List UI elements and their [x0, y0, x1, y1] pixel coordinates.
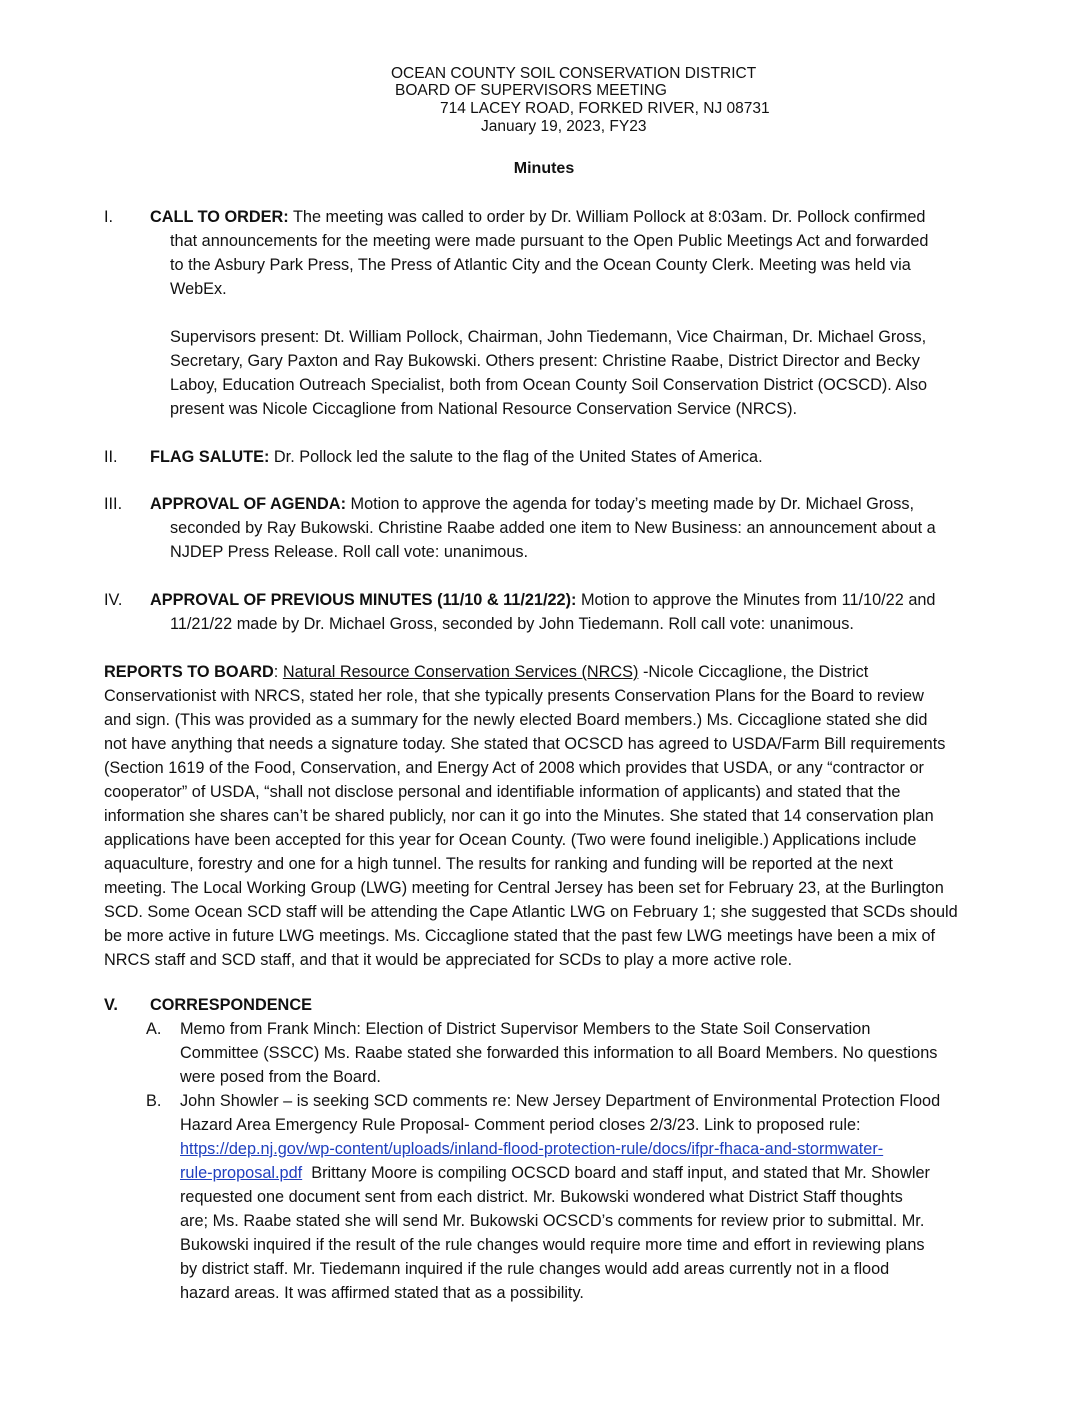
item-text: requested one document sent from each district. Mr. Bukowski wondered what District Staff thoughts	[180, 1188, 903, 1206]
section-text: 11/21/22 made by Dr. Michael Gross, seconded by John Tiedemann. Roll call vote: unanimous.	[170, 615, 854, 633]
item-text: Bukowski inquired if the result of the rule changes would require more time and effort in reviewing plans	[180, 1236, 925, 1254]
section-text: to the Asbury Park Press, The Press of Atlantic City and the Ocean County Clerk. Meeting was held via	[170, 256, 911, 274]
report-text: meeting. The Local Working Group (LWG) meeting for Central Jersey has been set for February 23, at the Burlington	[104, 879, 944, 897]
section-text: Laboy, Education Outreach Specialist, both from Ocean County Soil Conservation District (OCSCD). Also	[170, 376, 928, 394]
reports-to-board: REPORTS TO BOARD: Natural Resource Conservation Services (NRCS) -Nicole Ciccaglione, the District Conservationist with NRCS, stated her role, that she typically presents Conservation Plans for the Board to review and sign. (This was provided as a summary for the newly elected Board members.) Ms. Ciccaglione stated she did not have anything that needs a signature today. She stated that OCSCD has agreed to USDA/Farm Bill requirements (Section 1619 of the Food, Conservation, and Energy Act of 2008 which provides that USDA, or any “contractor or cooperator” of USDA, “shall not disclose personal and identifiable information of applicants) and stated that the information she shares can’t be shared publicly, nor can it go into the Minutes. She stated that 14 conservation plan applications have been accepted for this year for Ocean County. (Two were found ineligible.) Applications include aquaculture, forestry and one for a high tunnel. The results for ranking and funding will be reported at the next meeting. The Local Working Group (LWG) meeting for Central Jersey has been set for February 23, at the Burlington SCD. Some Ocean SCD staff will be attending the Cape Atlantic LWG on February 1; she suggested that SCDs should be more active in future LWG meetings. Ms. Ciccaglione stated that the past few LWG meetings have been a mix of NRCS staff and SCD staff, and that it would be appreciated for SCDs to play a more active role.	[104, 660, 1044, 972]
section-number: II.	[104, 448, 118, 466]
item-text: Brittany Moore is compiling OCSCD board and staff input, and stated that Mr. Showler	[311, 1164, 930, 1182]
header-date: January 19, 2023, FY23	[481, 118, 647, 135]
item-text: hazard areas. It was affirmed stated that as a possibility.	[180, 1284, 584, 1302]
proposed-rule-link-continued[interactable]: rule-proposal.pdf	[180, 1164, 303, 1182]
section-heading: CALL TO ORDER:	[150, 208, 289, 226]
item-letter: A.	[146, 1020, 162, 1038]
section-text: Motion to approve the agenda for today’s meeting made by Dr. Michael Gross,	[350, 495, 915, 513]
item-letter: B.	[146, 1092, 162, 1110]
item-text: were posed from the Board.	[180, 1068, 381, 1086]
report-text: (Section 1619 of the Food, Conservation, and Energy Act of 2008 which provides that USDA, or any “contractor or	[104, 759, 924, 777]
item-text: Memo from Frank Minch: Election of District Supervisor Members to the State Soil Conservation	[180, 1020, 871, 1038]
section-number: III.	[104, 495, 123, 513]
section-number: IV.	[104, 591, 123, 609]
header-meeting: BOARD OF SUPERVISORS MEETING	[395, 82, 667, 99]
report-text: Conservationist with NRCS, stated her role, that she typically presents Conservation Plans for the Board to review	[104, 687, 924, 705]
section-number: I.	[104, 208, 114, 226]
section-heading: FLAG SALUTE:	[150, 448, 270, 466]
report-text: and sign. (This was provided as a summary for the newly elected Board members.) Ms. Ciccaglione stated she did	[104, 711, 928, 729]
section-text: Motion to approve the Minutes from 11/10/22 and	[581, 591, 936, 609]
report-text: aquaculture, forestry and one for a high tunnel. The results for ranking and funding will be reported at the next	[104, 855, 893, 873]
report-text: SCD. Some Ocean SCD staff will be attending the Cape Atlantic LWG on February 1; she suggested that SCDs should	[104, 903, 958, 921]
report-text: NRCS staff and SCD staff, and that it would be appreciated for SCDs to play a more active role.	[104, 951, 793, 969]
report-text: cooperator” of USDA, “shall not disclose personal and identifiable information of applicants) and stated that the	[104, 783, 901, 801]
section-text: The meeting was called to order by Dr. William Pollock at 8:03am. Dr. Pollock confirmed	[292, 208, 926, 226]
section-heading: APPROVAL OF AGENDA:	[150, 495, 346, 513]
report-text: information she shares can’t be shared publicly, nor can it go into the Minutes. She stated that 14 conservation plan	[104, 807, 934, 825]
section-text: that announcements for the meeting were made pursuant to the Open Public Meetings Act and forwarded	[170, 232, 929, 250]
header-organization: OCEAN COUNTY SOIL CONSERVATION DISTRICT	[391, 65, 757, 82]
section-number: V.	[104, 996, 118, 1014]
header-address: 714 LACEY ROAD, FORKED RIVER, NJ 08731	[440, 100, 770, 117]
report-text: not have anything that needs a signature today. She stated that OCSCD has agreed to USDA/Farm Bill requirements	[104, 735, 946, 753]
item-text: John Showler – is seeking SCD comments re: New Jersey Department of Environmental Protection Flood	[180, 1092, 941, 1110]
reports-heading: REPORTS TO BOARD	[104, 663, 274, 681]
item-text: by district staff. Mr. Tiedemann inquired if the rule changes would add areas currently not in a flood	[180, 1260, 890, 1278]
section-text: Supervisors present: Dt. William Pollock, Chairman, John Tiedemann, Vice Chairman, Dr. Michael Gross,	[170, 328, 927, 346]
item-text: Committee (SSCC) Ms. Raabe stated she forwarded this information to all Board Members. No questions	[180, 1044, 938, 1062]
section-heading: CORRESPONDENCE	[150, 996, 312, 1014]
section-text: Dr. Pollock led the salute to the flag of the United States of America.	[273, 448, 763, 466]
section-heading: APPROVAL OF PREVIOUS MINUTES (11/10 & 11/21/22):	[150, 591, 577, 609]
nrcs-reference: Natural Resource Conservation Services (NRCS)	[282, 663, 639, 681]
section-text: Secretary, Gary Paxton and Ray Bukowski. Others present: Christine Raabe, District Director and Becky	[170, 352, 920, 370]
item-text: are; Ms. Raabe stated she will send Mr. Bukowski OCSCD’s comments for review prior to submittal. Mr.	[180, 1212, 925, 1230]
report-text: applications have been accepted for this year for Ocean County. (Two were found ineligible.) Applications include	[104, 831, 917, 849]
item-text: Hazard Area Emergency Rule Proposal- Comment period closes 2/3/23. Link to proposed rule:	[180, 1116, 861, 1134]
report-text: be more active in future LWG meetings. Ms. Ciccaglione stated that the past few LWG meetings have been a mix of	[104, 927, 936, 945]
section-text: NJDEP Press Release. Roll call vote: unanimous.	[170, 543, 529, 561]
proposed-rule-link[interactable]: https://dep.nj.gov/wp-content/uploads/inland-flood-protection-rule/docs/ifpr-fhaca-and-stormwater-	[180, 1140, 884, 1158]
section-text: present was Nicole Ciccaglione from National Resource Conservation Service (NRCS).	[170, 400, 798, 418]
page-title: Minutes	[513, 160, 575, 177]
report-text: -Nicole Ciccaglione, the District	[642, 663, 869, 681]
section-text: seconded by Ray Bukowski. Christine Raabe added one item to New Business: an announcement about a	[170, 519, 936, 537]
section-text: WebEx.	[170, 280, 227, 298]
